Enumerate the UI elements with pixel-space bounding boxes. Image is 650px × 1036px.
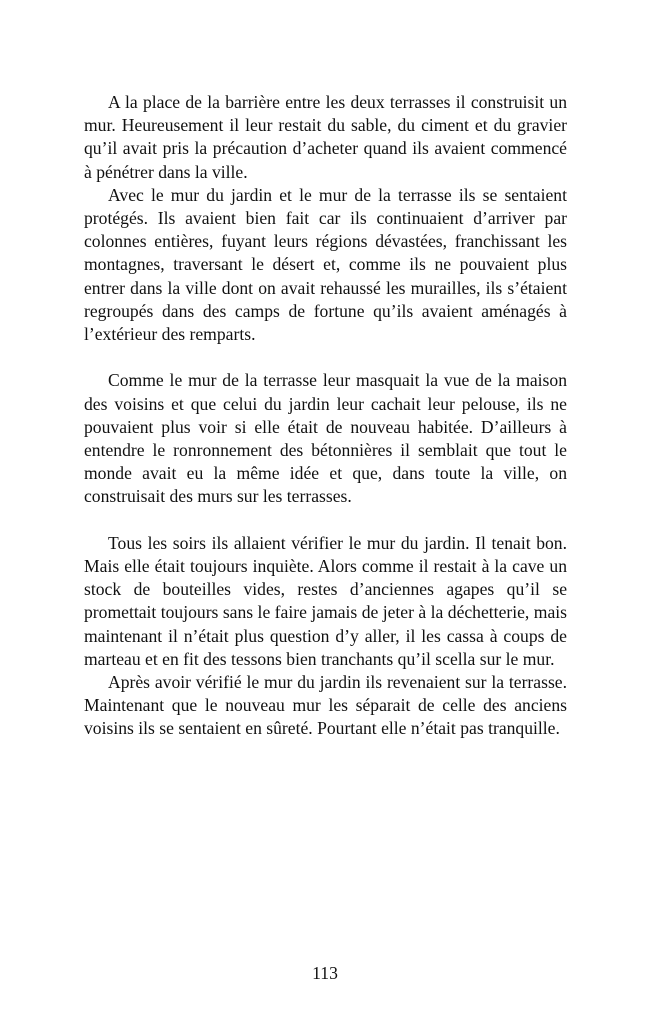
paragraph-5: Après avoir vérifié le mur du jardin ils revenaient sur la terrasse. Maintenant que le nouveau mur les séparait de celle des anciens voisins ils se sentaient en sûreté. Pourtant elle n’était pas tranquille.	[84, 672, 567, 739]
paragraph-3: Comme le mur de la terrasse leur masquait la vue de la maison des voisins et que celui du jardin leur cachait leur pelouse, ils ne pouvaient plus voir si elle était de nouveau habitée. D’ailleurs à entendre le ronronnement des bétonnières il semblait que tout le monde avait eu la même idée et que, dans toute la ville, on construisait des murs sur les terrasses.	[84, 370, 567, 507]
paragraph-2: Avec le mur du jardin et le mur de la terrasse ils se sentaient protégés. Ils avaient bien fait car ils continuaient d’arriver par colonnes entières, fuyant leurs régions dévastées, franchissant les montagnes, traversant le désert et, comme ils ne pouvaient plus entrer dans la ville dont on avait rehaussé les murailles, ils s’étaient regroupés dans des camps de fortune qu’ils avaient aménagés à l’extérieur des remparts.	[84, 184, 567, 345]
paragraph-1: A la place de la barrière entre les deux terrasses il construisit un mur. Heureusement il leur restait du sable, du ciment et du gravier qu’il avait pris la précaution d’acheter quand ils avaient commencé à pénétrer dans la ville.	[84, 92, 567, 182]
paragraph-4: Tous les soirs ils allaient vérifier le mur du jardin. Il tenait bon. Mais elle était toujours inquiète. Alors comme il restait à la cave un stock de bouteilles vides, restes d’anciennes agapes qu’il se promettait toujours sans le faire jamais de jeter à la déchetterie, mais maintenant il n’était plus question d’y aller, il les cassa à coups de marteau et en fit des tessons bien tranchants qu’il scella sur le mur.	[84, 532, 567, 669]
page-body	[84, 91, 567, 741]
page-number: 113	[312, 963, 338, 983]
